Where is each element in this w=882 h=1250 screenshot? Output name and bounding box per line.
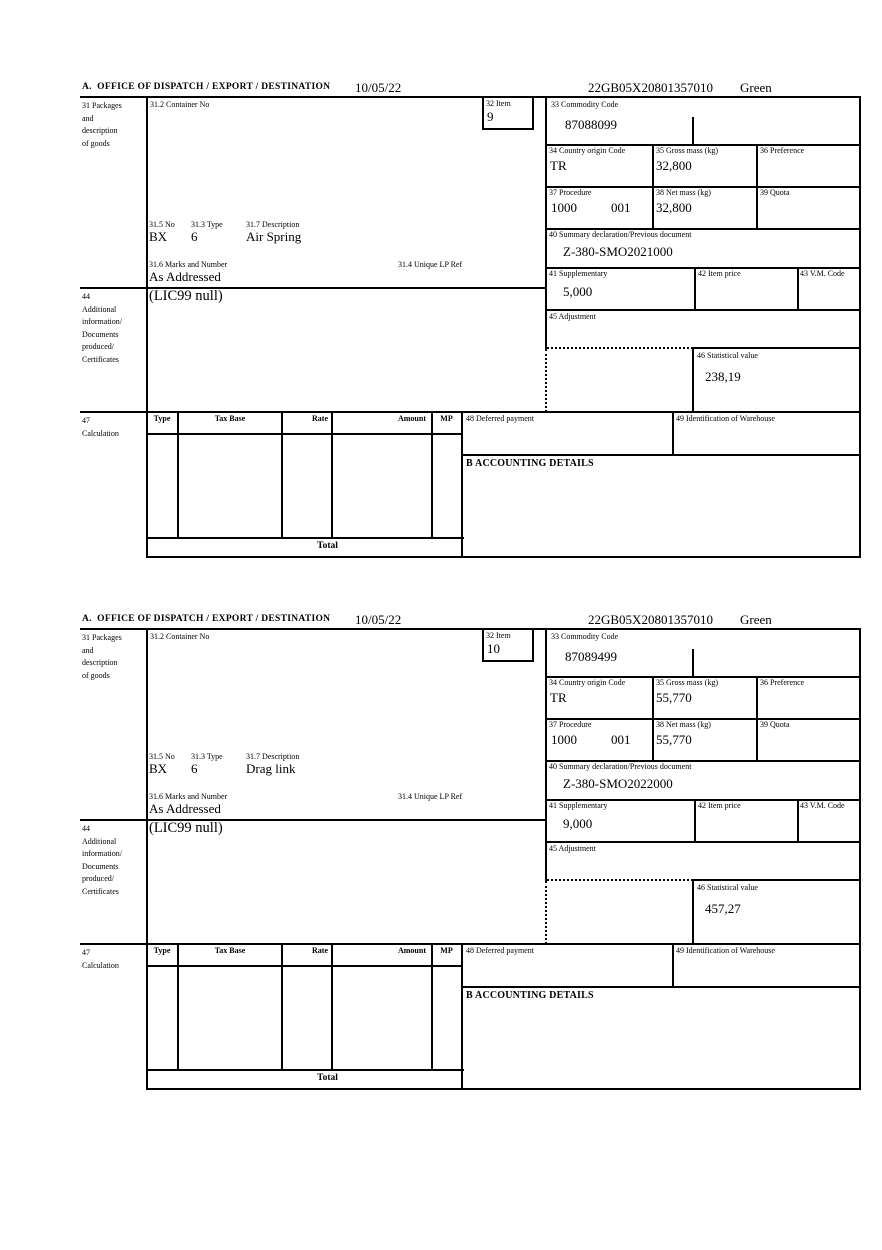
net-mass-label: 38 Net mass (kg) [656,720,711,729]
statistical-value-label: 46 Statistical value [697,351,758,360]
net-mass-label: 38 Net mass (kg) [656,188,711,197]
border-bottom-line [146,1088,861,1090]
package-no-value: BX [149,761,168,776]
description-label: 31.7 Description [246,752,300,761]
procedure-ext-value: 001 [611,732,631,747]
additional-information-value: (LIC99 null) [149,820,223,836]
calc-col-mp: MP [440,946,453,955]
calc-col-type: Type [153,946,171,955]
country-origin-label: 34 Country origin Code [549,146,626,155]
calc-column-line [177,411,179,537]
item-box-line [532,96,534,130]
calc-header-line [146,965,463,967]
calc-col-mp: MP [440,414,453,423]
net-mass-value: 55,770 [656,732,692,747]
adjustment-label: 45 Adjustment [549,312,596,321]
divider-line [672,943,674,988]
border-left-line [146,628,148,1090]
country-origin-label: 34 Country origin Code [549,678,626,687]
preference-label: 36 Preference [760,678,805,687]
accounting-details-label: B ACCOUNTING DETAILS [466,990,594,1001]
statistical-value: 457,27 [705,901,741,916]
calc-column-line [281,411,283,537]
calc-header-line [146,433,463,435]
goods-description-value: Air Spring [246,229,302,244]
warehouse-id-label: 49 Identification of Warehouse [676,946,775,955]
marks-value: As Addressed [149,269,221,284]
gross-mass-label: 35 Gross mass (kg) [656,678,718,687]
dotted-divider-line [547,879,693,881]
gross-mass-label: 35 Gross mass (kg) [656,146,718,155]
box47-calculation-label: 47 Calculation [82,948,119,970]
previous-document-value: Z-380-SMO2021000 [563,244,673,259]
divider-line [146,1069,464,1071]
package-type-label: 31.3 Type [191,220,223,229]
deferred-payment-label: 48 Deferred payment [466,946,534,955]
divider-line [692,347,694,413]
summary-declaration-label: 40 Summary declaration/Previous document [549,230,692,239]
package-type-value: 6 [191,761,198,776]
declaration-reference: 22GB05X20801357010 [588,612,713,627]
dotted-divider-line [545,881,547,944]
calc-col-tax-base: Tax Base [214,946,246,955]
package-type-label: 31.3 Type [191,752,223,761]
statistical-value: 238,19 [705,369,741,384]
marks-value: As Addressed [149,801,221,816]
procedure-label: 37 Procedure [549,188,592,197]
divider-line [545,628,547,881]
calc-column-line [431,943,433,1069]
calc-col-rate: Rate [312,946,328,955]
calc-column-line [281,943,283,1069]
calc-col-rate: Rate [312,414,328,423]
total-label: Total [317,541,338,551]
package-no-label: 31.5 No [149,220,175,229]
divider-line [545,96,547,349]
calc-table-right-line [461,943,463,1090]
unique-lp-ref-label: 31.4 Unique LP Ref [398,260,463,269]
adjustment-label: 45 Adjustment [549,844,596,853]
country-origin-value: TR [550,158,567,173]
supplementary-label: 41 Supplementary [549,801,608,810]
calc-col-amount: Amount [397,946,426,955]
item-price-label: 42 Item price [698,269,741,278]
divider-line [545,309,859,311]
divider-line [797,799,799,841]
divider-line [146,537,464,539]
box44-additional-label: 44 Additional information/ Documents produced/ Certificates [82,292,122,364]
calc-column-line [431,411,433,537]
commodity-code-tick-line [692,117,694,145]
calc-column-line [331,411,333,537]
item-price-label: 42 Item price [698,801,741,810]
calc-col-tax-base: Tax Base [214,414,246,423]
item-number-value: 9 [487,109,494,124]
box44-additional-label: 44 Additional information/ Documents produced/ Certificates [82,824,122,896]
route-status: Green [740,612,772,627]
goods-description-value: Drag link [246,761,296,776]
route-status: Green [740,80,772,95]
item-box-line [532,628,534,662]
container-no-label: 31.2 Container No [150,632,210,641]
commodity-code-value: 87088099 [565,117,617,132]
calc-table-right-line [461,411,463,558]
gross-mass-value: 55,770 [656,690,692,705]
procedure-ext-value: 001 [611,200,631,215]
item-box-line [482,96,484,130]
box31-packages-label: 31 Packages and description of goods [82,633,122,680]
border-right-line [859,628,861,1090]
divider-line [652,144,654,228]
box47-calculation-label: 47 Calculation [82,416,119,438]
border-top-line [80,628,861,630]
accounting-details-label: B ACCOUNTING DETAILS [466,458,594,469]
warehouse-id-label: 49 Identification of Warehouse [676,414,775,423]
unique-lp-ref-label: 31.4 Unique LP Ref [398,792,463,801]
procedure-code-value: 1000 [551,732,577,747]
marks-number-label: 31.6 Marks and Number [149,260,228,269]
office-of-dispatch-label: A. OFFICE OF DISPATCH / EXPORT / DESTINATION [82,614,331,624]
deferred-payment-label: 48 Deferred payment [466,414,534,423]
office-of-dispatch-label: A. OFFICE OF DISPATCH / EXPORT / DESTINATION [82,82,331,92]
calc-col-type: Type [153,414,171,423]
item-box-line [482,628,484,662]
package-type-value: 6 [191,229,198,244]
commodity-code-label: 33 Commodity Code [551,100,619,109]
container-no-label: 31.2 Container No [150,100,210,109]
divider-line [756,144,758,228]
net-mass-value: 32,800 [656,200,692,215]
calc-col-amount: Amount [397,414,426,423]
package-no-label: 31.5 No [149,752,175,761]
border-top-line [80,96,861,98]
gross-mass-value: 32,800 [656,158,692,173]
quota-label: 39 Quota [760,188,790,197]
item-box-line [482,660,534,662]
supplementary-value: 9,000 [563,816,593,831]
dotted-divider-line [545,349,547,412]
calc-column-line [331,943,333,1069]
vm-code-label: 43 V.M. Code [800,269,845,278]
item-label: 32 Item [486,99,511,108]
previous-document-value: Z-380-SMO2022000 [563,776,673,791]
divider-line [694,267,696,309]
divider-line [652,676,654,760]
item-box-line [482,128,534,130]
dotted-divider-line [547,347,693,349]
calc-column-line [177,943,179,1069]
declaration-item-section [0,80,882,560]
divider-line [692,879,861,881]
total-label: Total [317,1073,338,1083]
border-left-line [146,96,148,558]
supplementary-value: 5,000 [563,284,593,299]
description-label: 31.7 Description [246,220,300,229]
item-number-value: 10 [487,641,500,656]
marks-number-label: 31.6 Marks and Number [149,792,228,801]
additional-information-value: (LIC99 null) [149,288,223,304]
supplementary-label: 41 Supplementary [549,269,608,278]
summary-declaration-label: 40 Summary declaration/Previous document [549,762,692,771]
divider-line [692,347,861,349]
divider-line [80,411,861,413]
item-label: 32 Item [486,631,511,640]
commodity-code-label: 33 Commodity Code [551,632,619,641]
declaration-item-section [0,612,882,1092]
commodity-code-tick-line [692,649,694,677]
quota-label: 39 Quota [760,720,790,729]
dispatch-date: 10/05/22 [355,612,402,627]
divider-line [797,267,799,309]
dispatch-date: 10/05/22 [355,80,402,95]
procedure-code-value: 1000 [551,200,577,215]
divider-line [756,676,758,760]
vm-code-label: 43 V.M. Code [800,801,845,810]
package-no-value: BX [149,229,168,244]
divider-line [461,454,861,456]
statistical-value-label: 46 Statistical value [697,883,758,892]
country-origin-value: TR [550,690,567,705]
box31-packages-label: 31 Packages and description of goods [82,101,122,148]
border-right-line [859,96,861,558]
commodity-code-value: 87089499 [565,649,617,664]
preference-label: 36 Preference [760,146,805,155]
declaration-reference: 22GB05X20801357010 [588,80,713,95]
procedure-label: 37 Procedure [549,720,592,729]
divider-line [672,411,674,456]
divider-line [461,986,861,988]
divider-line [545,841,859,843]
border-bottom-line [146,556,861,558]
divider-line [692,879,694,945]
divider-line [694,799,696,841]
divider-line [80,943,861,945]
